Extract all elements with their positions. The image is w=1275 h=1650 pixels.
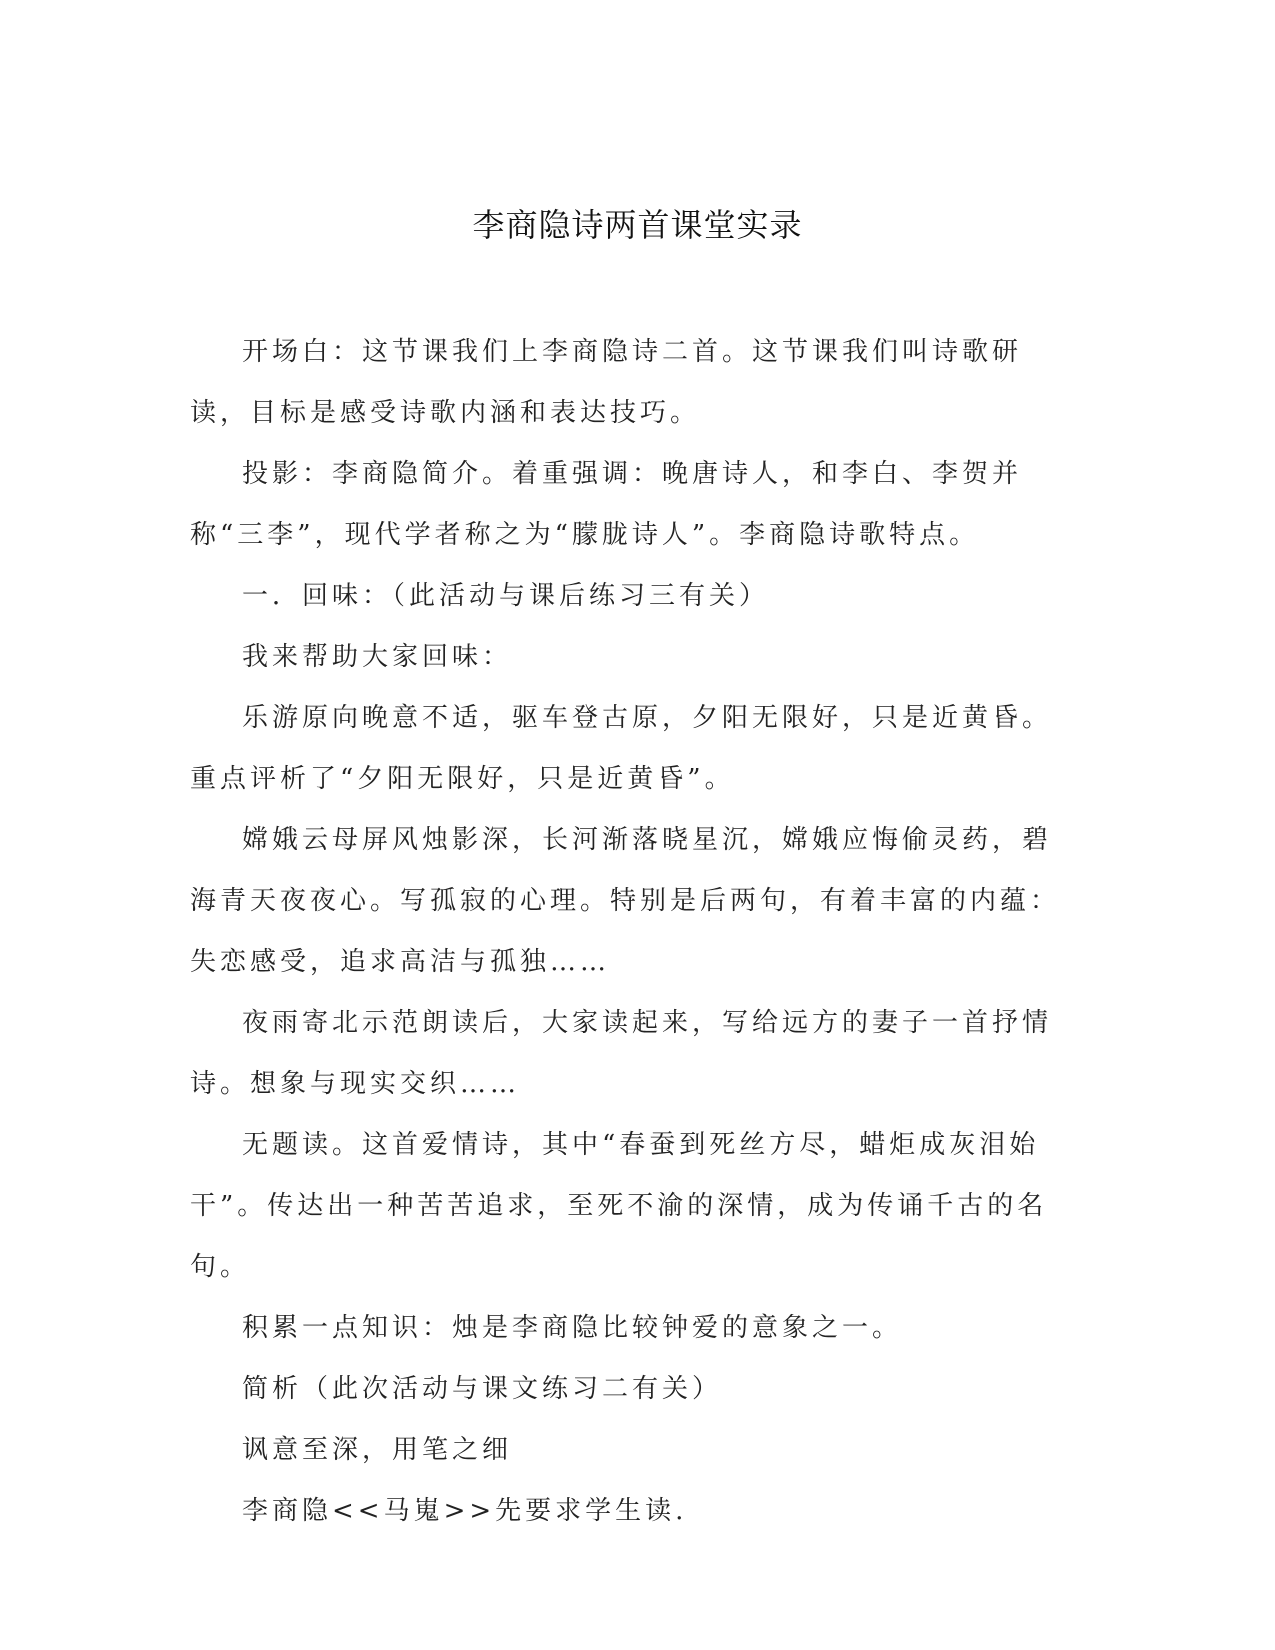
paragraph-satire: 讽意至深，用笔之细 — [242, 1435, 513, 1465]
paragraph-yeyujibei: 夜雨寄北示范朗读后，大家读起来，写给远方的妻子一首抒情诗。想象与现实交织…… — [190, 1008, 1053, 1099]
paragraph-change: 嫦娥云母屏风烛影深，长河渐落晓星沉，嫦娥应悔偷灵药，碧海青天夜夜心。写孤寂的心理。特别是后两句，有着丰富的内蕴：失恋感受，追求高洁与孤独…… — [190, 825, 1061, 977]
paragraph-knowledge: 积累一点知识：烛是李商隐比较钟爱的意象之一。 — [242, 1313, 903, 1343]
paragraph-projection: 投影：李商隐简介。着重强调：晚唐诗人，和李白、李贺并称“三李”，现代学者称之为“朦胧诗人”。李商隐诗歌特点。 — [190, 459, 1023, 550]
paragraph-leyouyuan: 乐游原向晚意不适，驱车登古原，夕阳无限好，只是近黄昏。重点评析了“夕阳无限好，只是近黄昏”。 — [190, 703, 1053, 794]
document-body — [190, 322, 1080, 1542]
paragraph-section-one: 一．回味：（此活动与课后练习三有关） — [242, 581, 770, 611]
paragraph-opening: 开场白：这节课我们上李商隐诗二首。这节课我们叫诗歌研读，目标是感受诗歌内涵和表达技巧。 — [190, 337, 1023, 428]
document-title: 李商隐诗两首课堂实录 — [472, 206, 803, 244]
paragraph-mawei: 李商隐<<马嵬>>先要求学生读. — [242, 1496, 688, 1526]
paragraph-wuti: 无题读。这首爱情诗，其中“春蚕到死丝方尽，蜡炬成灰泪始干”。传达出一种苦苦追求，至死不渝的深情，成为传诵千古的名句。 — [190, 1130, 1048, 1282]
paragraph-analysis: 简析（此次活动与课文练习二有关） — [242, 1374, 723, 1404]
paragraph-recall-intro: 我来帮助大家回味： — [242, 642, 513, 672]
